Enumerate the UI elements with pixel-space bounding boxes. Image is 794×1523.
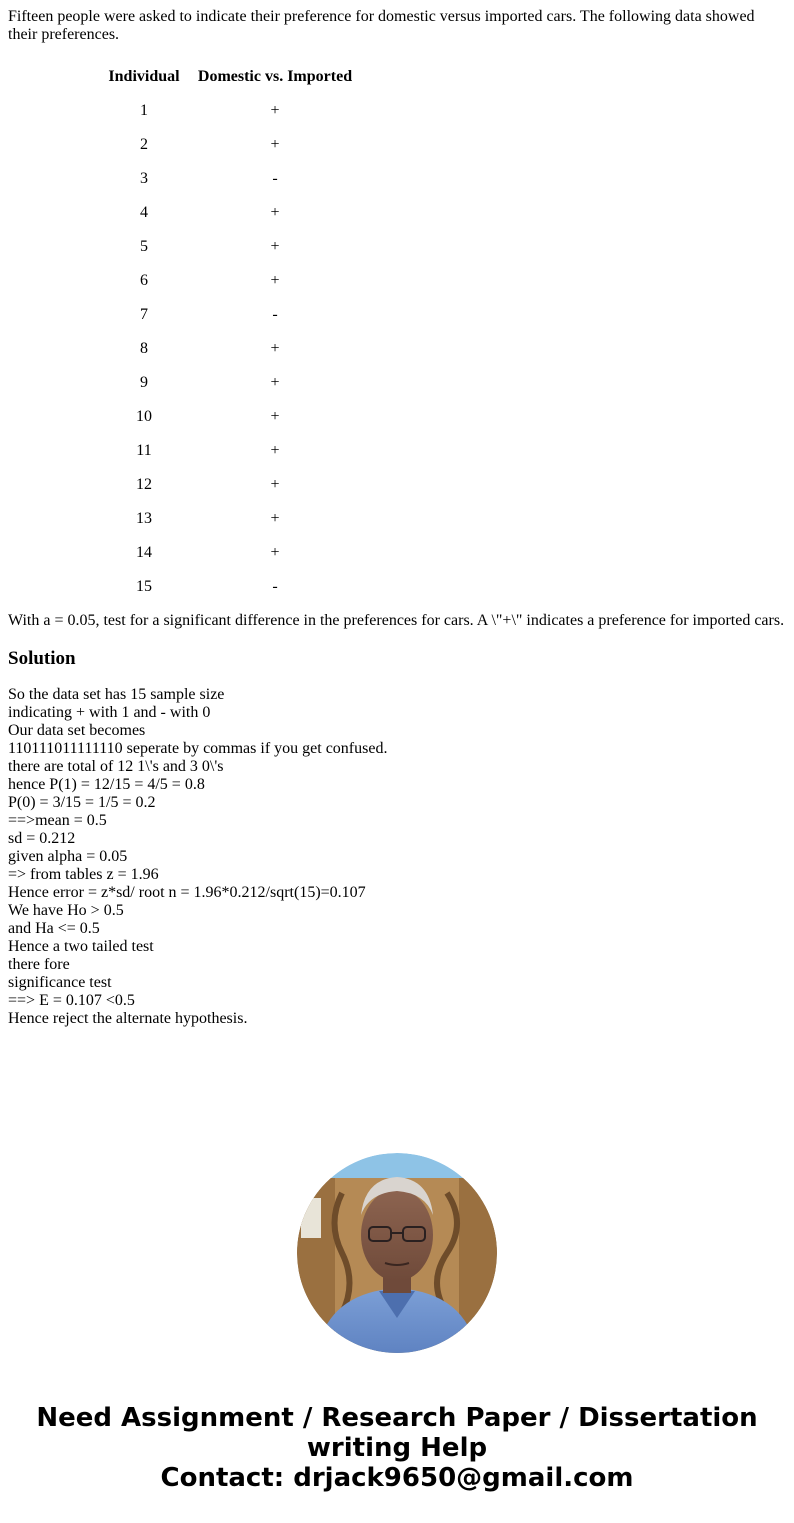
preference-cell: + <box>270 272 280 289</box>
solution-line: hence P(1) = 12/15 = 4/5 = 0.8 <box>8 776 205 793</box>
table-row <box>96 94 358 128</box>
avatar <box>297 1153 497 1353</box>
table-row <box>96 434 358 468</box>
preferences-table <box>96 60 358 604</box>
preference-cell: - <box>272 306 278 323</box>
table-row <box>96 196 358 230</box>
preference-cell: + <box>270 102 280 119</box>
solution-line: given alpha = 0.05 <box>8 848 128 865</box>
individual-cell: 7 <box>140 306 148 323</box>
table-row <box>96 162 358 196</box>
individual-cell: 5 <box>140 238 148 255</box>
individual-cell: 9 <box>140 374 148 391</box>
header-preference: Domestic vs. Imported <box>197 68 353 85</box>
solution-line: So the data set has 15 sample size <box>8 686 225 703</box>
table-body <box>96 94 358 604</box>
problem-intro: Fifteen people were asked to indicate their preference for domestic versus imported cars. The following data showed their preferences. <box>8 8 755 43</box>
individual-cell: 4 <box>140 204 148 221</box>
solution-line: => from tables z = 1.96 <box>8 866 159 883</box>
table-row <box>96 298 358 332</box>
preference-cell: + <box>270 204 280 221</box>
individual-cell: 13 <box>136 510 152 527</box>
solution-line: significance test <box>8 974 112 991</box>
preference-cell: + <box>270 374 280 391</box>
table-row <box>96 230 358 264</box>
table-header-row <box>96 60 358 94</box>
solution-line: We have Ho > 0.5 <box>8 902 124 919</box>
table-row <box>96 400 358 434</box>
solution-line: Hence a two tailed test <box>8 938 154 955</box>
table-row <box>96 332 358 366</box>
preference-cell: + <box>270 510 280 527</box>
tutor-portrait-image <box>297 1153 497 1353</box>
table-row <box>96 570 358 604</box>
solution-line: ==> E = 0.107 <0.5 <box>8 992 135 1009</box>
preference-cell: + <box>270 136 280 153</box>
preference-cell: + <box>270 476 280 493</box>
preference-cell: + <box>270 442 280 459</box>
solution-line: and Ha <= 0.5 <box>8 920 100 937</box>
solution-line: there are total of 12 1\'s and 3 0\'s <box>8 758 224 775</box>
individual-cell: 8 <box>140 340 148 357</box>
solution-line: indicating + with 1 and - with 0 <box>8 704 211 721</box>
individual-cell: 6 <box>140 272 148 289</box>
table-row <box>96 502 358 536</box>
question-text: With a = 0.05, test for a significant difference in the preferences for cars. A \"+\" indicates a preference for imported cars. <box>8 612 785 629</box>
preference-cell: + <box>270 340 280 357</box>
solution-line: ==>mean = 0.5 <box>8 812 107 829</box>
individual-cell: 3 <box>140 170 148 187</box>
solution-line: sd = 0.212 <box>8 830 76 847</box>
table-row <box>96 366 358 400</box>
individual-cell: 1 <box>140 102 148 119</box>
solution-line: P(0) = 3/15 = 1/5 = 0.2 <box>8 794 156 811</box>
preference-cell: + <box>270 408 280 425</box>
table-row <box>96 536 358 570</box>
individual-cell: 12 <box>136 476 152 493</box>
contact-banner <box>0 1403 794 1493</box>
solution-heading: Solution <box>8 648 76 669</box>
preference-cell: - <box>272 170 278 187</box>
solution-line: Hence reject the alternate hypothesis. <box>8 1010 248 1027</box>
individual-cell: 10 <box>136 408 152 425</box>
table-row <box>96 128 358 162</box>
solution-line: Hence error = z*sd/ root n = 1.96*0.212/sqrt(15)=0.107 <box>8 884 366 901</box>
table-row <box>96 468 358 502</box>
contact-email: Contact: drjack9650@gmail.com <box>160 1463 634 1493</box>
individual-cell: 14 <box>136 544 152 561</box>
preference-cell: + <box>270 544 280 561</box>
individual-cell: 11 <box>136 442 152 459</box>
solution-line: 110111011111110 seperate by commas if you get confused. <box>8 740 388 757</box>
preference-cell: - <box>272 578 278 595</box>
table-row <box>96 264 358 298</box>
preference-cell: + <box>270 238 280 255</box>
banner-line-2: writing Help <box>306 1433 488 1463</box>
solution-line: there fore <box>8 956 70 973</box>
solution-body <box>8 686 786 1028</box>
individual-cell: 15 <box>136 578 152 595</box>
header-individual: Individual <box>108 68 180 85</box>
document-content <box>8 8 786 1028</box>
individual-cell: 2 <box>140 136 148 153</box>
banner-line-1: Need Assignment / Research Paper / Dissertation <box>36 1403 758 1433</box>
solution-line: Our data set becomes <box>8 722 146 739</box>
